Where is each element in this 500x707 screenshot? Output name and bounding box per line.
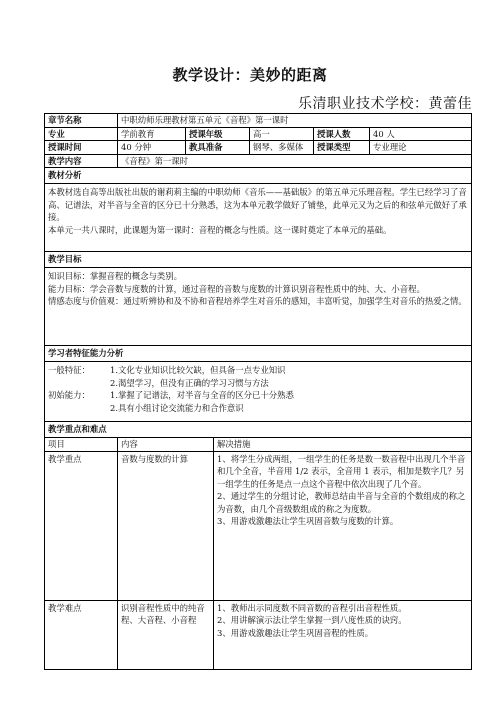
col-solution-header: 解决措施 <box>213 438 471 451</box>
kp-content: 音数与度数的计算 <box>117 452 213 600</box>
kp-solution: 1、教师出示同度数不同音数的音程引出音程性质。 <box>217 602 407 613</box>
keypoints-header-row <box>45 437 471 451</box>
lesson-plan-table <box>44 113 472 670</box>
chapter-label: 章节名称 <box>48 115 82 125</box>
time-label: 授课时间 <box>48 142 82 152</box>
kp-solutions <box>213 452 471 600</box>
kp-solution: 2、通过学生的分组讨论，教师总结由半音与全音的个数组成的称之为音数，由几个音级数组成的称之为度数。 <box>217 491 466 514</box>
analysis-heading: 教材分析 <box>45 167 471 183</box>
ability-body <box>45 361 471 421</box>
ability-goal: 能力目标：学会音数与度数的计算，通过音程的音数与度数的计算识别音程性质中的纯、大、小音程。 <box>48 283 425 294</box>
kp-solution: 2、用讲解演示法让学生掌握一到八度性质的诀窍。 <box>217 615 407 625</box>
content-row <box>45 154 471 168</box>
keypoints-heading: 教学重点和难点 <box>45 421 471 437</box>
major-label: 专业 <box>48 128 65 139</box>
major-value: 学前教育 <box>117 128 185 141</box>
kp-solution: 1、将学生分成两组，一组学生的任务是数一数音程中出现几个半音和几个全音，半音用 1/2 表示，全音用 1 表示，相加是数字几？另一组学生的任务是点一点这个音程中依次出现了几个音。 <box>217 453 466 489</box>
count-label: 授课人数 <box>313 128 369 141</box>
kp-solutions <box>213 601 471 669</box>
time-row <box>45 140 471 154</box>
general-item: 2.渴望学习，但没有正确的学习习惯与方法 <box>110 377 269 388</box>
tools-value: 钢琴、多媒体 <box>249 141 313 154</box>
initial-item: 2.具有小组讨论交流能力和合作意识 <box>110 402 244 413</box>
kp-item: 教学重点 <box>48 453 82 464</box>
grade-value: 高一 <box>249 128 313 141</box>
analysis-paragraph: 本单元一共八课时，此课题为第一课时：音程的概念与性质。这一课时奠定了本单元的基础。 <box>48 224 392 235</box>
content-value: 《音程》第一课时 <box>117 155 471 168</box>
chapter-row <box>45 114 471 127</box>
kp-solution: 3、用游戏激趣法让学生巩固音数与度数的计算。 <box>217 516 399 526</box>
initial-label: 初始能力： <box>48 390 90 400</box>
goals-heading: 教学目标 <box>45 251 471 267</box>
col-content-header: 内容 <box>117 438 213 451</box>
initial-item: 1.掌握了记谱法，对半音与全音的区分已十分熟悉 <box>110 390 294 400</box>
major-row <box>45 127 471 141</box>
analysis-body <box>45 183 471 251</box>
general-line <box>48 377 468 390</box>
kp-content: 识别音程性质中的纯音程、大音程、小音程 <box>117 601 213 669</box>
grade-label: 授课年级 <box>185 128 249 141</box>
general-label: 一般特征： <box>48 365 90 375</box>
analysis-paragraph: 本教材选自高等出版社出版的谢莉莉主编的中职幼师《音乐——基础版》的第五单元乐理音程。学生已经学习了音高、记谱法，对半音与全音的区分已十分熟悉，这为本单元教学做好了铺垫，此单元又为之后的和弦单元做好了承接。 <box>48 187 467 222</box>
col-item-header: 项目 <box>48 439 65 449</box>
emotion-goal: 情感态度与价值观：通过听辨协和及不协和音程培养学生对音乐的感知，丰富听觉，加强学生对音乐的热爱之情。 <box>48 296 467 306</box>
kp-solution: 3、用游戏激趣法让学生巩固音程的性质。 <box>217 627 374 638</box>
document-title: 教学设计：美妙的距离 <box>172 66 328 84</box>
table-row <box>45 451 471 600</box>
type-value: 专业理论 <box>369 141 471 154</box>
content-label: 教学内容 <box>48 155 82 166</box>
author-school: 乐清职业技术学校：黄蕾佳 <box>298 96 472 112</box>
initial-line <box>48 402 468 415</box>
general-line <box>48 364 468 377</box>
table-row <box>45 600 471 669</box>
goals-body <box>45 267 471 345</box>
knowledge-goal: 知识目标：掌握音程的概念与类别。 <box>48 271 182 281</box>
count-value: 40 人 <box>369 128 471 141</box>
kp-item: 教学难点 <box>48 602 82 613</box>
tools-label: 教具准备 <box>185 141 249 154</box>
time-value: 40 分钟 <box>117 141 185 154</box>
ability-heading: 学习者特征能力分析 <box>45 345 471 361</box>
chapter-value: 中职幼师乐理教材第五单元《音程》第一课时 <box>117 114 471 127</box>
type-label: 授课类型 <box>313 141 369 154</box>
initial-line <box>48 389 468 402</box>
general-item: 1.文化专业知识比较欠缺，但具备一点专业知识 <box>110 365 286 375</box>
